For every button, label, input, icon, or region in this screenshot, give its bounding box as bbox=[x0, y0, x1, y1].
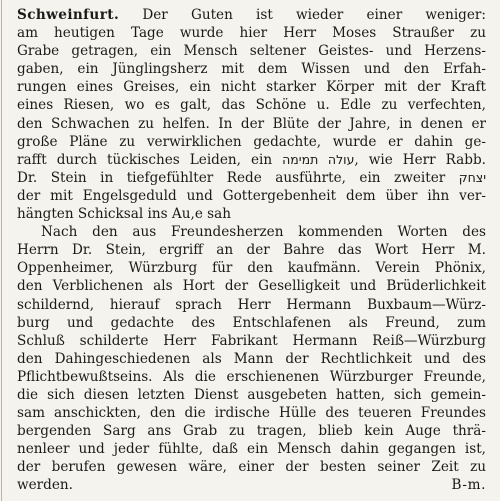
text-line: der berufen gewesen wäre, einer der besten seiner Zeit zu bbox=[17, 459, 486, 476]
text-line: die sich diesen letzten Dienst ausgebeten hatten, sich gemein- bbox=[17, 386, 486, 403]
text-line: Pflichtbewußtseins. Als die erschienenen Würzburger Freunde, bbox=[17, 368, 486, 385]
text-line: Schluß schilderte Herr Fabrikant Hermann Reiß—Würzburg bbox=[17, 332, 486, 349]
paragraph-1 bbox=[17, 6, 486, 223]
text-line: rungen eines Greises, ein nicht starker Körper mit der Kraft bbox=[17, 79, 486, 96]
text-line: den Dahingeschiedenen als Mann der Rechtlichkeit und des bbox=[17, 350, 486, 367]
text-line: Grabe getragen, ein Mensch seltener Geistes- und Herzens- bbox=[17, 43, 486, 60]
text-line: werden. bbox=[17, 477, 74, 494]
text-line: hängten Schicksal ins Au,e sah bbox=[17, 206, 232, 223]
text-line: gaben, ein Jünglingsherz mit dem Wissen und den Erfah- bbox=[17, 61, 486, 78]
text-line: Schweinfurt. Der Guten ist wieder einer weniger: bbox=[17, 7, 486, 23]
hebrew-word: יצחק bbox=[458, 169, 486, 185]
text-line: der mit Engelsgeduld und Gottergebenheit dem über ihn ver- bbox=[17, 187, 486, 204]
text-line: große Pläne zu verwirklichen gedachte, wurde er dahin ge- bbox=[17, 133, 486, 150]
author-signature: B-m. bbox=[451, 477, 486, 494]
text-line: den Schwachen zu helfen. In der Blüte der Jahre, in denen er bbox=[17, 115, 486, 132]
text-line: burg und gedachte des Entschlafenen als Freund, zum bbox=[17, 314, 486, 331]
closing-line bbox=[17, 476, 486, 494]
text-line: bergenden Sarg ans Grab zu tragen, blieb kein Auge thrä- bbox=[17, 423, 486, 440]
column-rule bbox=[1, 0, 2, 501]
text-line: eines Riesen, wo es galt, das Schöne u. Edle zu verfechten, bbox=[17, 97, 486, 114]
text-line: sam anschickten, den die irdische Hülle des teueren Freundes bbox=[17, 405, 486, 422]
text-line: den Verblichenen als Hort der Geselligkeit und Brüderlichkeit bbox=[17, 278, 486, 295]
text-line: am heutigen Tage wurde hier Herr Moses Straußer zu bbox=[17, 25, 486, 42]
text-line: Dr. Stein in tiefgefühlter Rede ausführte, ein zweiter יצחק bbox=[17, 169, 486, 186]
text-line: schildernd, hierauf sprach Herr Hermann Buxbaum—Würz- bbox=[17, 296, 486, 313]
text-line: Nach den aus Freundesherzen kommenden Worten des bbox=[41, 224, 486, 241]
text-line: nenleer und jeder fühlte, daß ein Mensch dahin gegangen ist, bbox=[17, 441, 486, 458]
text-line: Oppenheimer, Würzburg für den kaufmänn. Verein Phönix, bbox=[17, 260, 486, 277]
text-line: rafft durch tückisches Leiden, ein עולה תמימה, wie Herr Rabb. bbox=[17, 151, 486, 168]
dateline: Schweinfurt. bbox=[17, 7, 120, 23]
paragraph-2 bbox=[17, 223, 486, 476]
text-line: Herrn Dr. Stein, ergriff an der Bahre das Wort Herr M. bbox=[17, 242, 486, 259]
hebrew-phrase: עולה תמימה bbox=[282, 151, 355, 167]
